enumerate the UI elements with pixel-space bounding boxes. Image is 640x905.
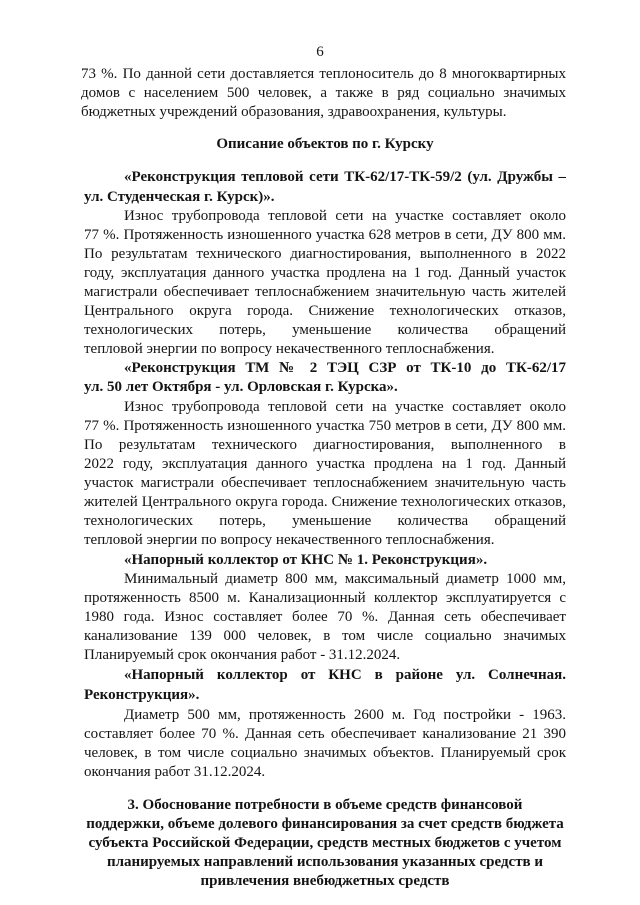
object2-body-line: участок магистрали обеспечивает теплоснабжением значительную часть <box>84 475 566 491</box>
object2-title-line: ул. 50 лет Октября - ул. Орловская г. Курска». <box>84 379 398 395</box>
object1-title-line: «Реконструкция тепловой сети ТК-62/17-ТК-59/2 (ул. Дружбы – <box>124 169 566 185</box>
object4-body-line: Диаметр 500 мм, протяженность 2600 м. Год постройки - 1963. <box>124 707 566 723</box>
section3-heading-line: 3. Обоснование потребности в объеме средств финансовой <box>127 797 523 813</box>
object1-body-line: тепловой энергии по вопросу некачественного теплоснабжения. <box>84 341 495 357</box>
object1-title-line: ул. Студенческая г. Курск)». <box>84 189 275 205</box>
section3-heading-line: привлечения внебюджетных средств <box>200 873 450 889</box>
object3-body-line: протяженность 8500 м. Канализационный коллектор эксплуатируется с <box>84 590 566 606</box>
object1-body-line: технологических потерь, уменьшение количества обращений <box>84 322 566 338</box>
object2-body-line: 77 %. Протяженность изношенного участка 750 метров в сети, ДУ 800 мм. <box>84 418 566 434</box>
object2-body-line: тепловой энергии по вопросу некачественного теплоснабжения. <box>84 532 495 548</box>
object4-title-line: «Напорный коллектор от КНС в районе ул. Солнечная. <box>124 667 566 683</box>
object1-body-line: магистрали обеспечивает теплоснабжением значительную часть жителей <box>84 284 566 300</box>
object4-title-line: Реконструкция». <box>84 687 200 703</box>
object1-body-line: 77 %. Протяженность изношенного участка 628 метров в сети, ДУ 800 мм. <box>84 227 566 243</box>
page-number: 6 <box>316 44 324 60</box>
intro-line: домов с населением 500 человек, а также в ряд социально значимых <box>81 85 566 101</box>
section3-heading-line: поддержки, объеме долевого финансирования за счет средств бюджета <box>86 816 564 832</box>
object2-body-line: жителей Центрального округа города. Снижение технологических отказов, <box>84 494 566 510</box>
object2-body-line: Износ трубопровода тепловой сети на участке составляет около <box>124 399 566 415</box>
object2-body-line: По результатам технического диагностирования, выполненного в <box>84 437 566 453</box>
object1-body-line: году, эксплуатация данного участка продлена на 1 год. Данный участок <box>84 265 566 281</box>
object1-body-line: Износ трубопровода тепловой сети на участке составляет около <box>124 208 566 224</box>
object1-body-line: Центрального округа города. Снижение технологических отказов, <box>84 303 566 319</box>
object4-body-line: составляет более 70 %. Данная сеть обеспечивает канализование 21 390 <box>84 726 566 742</box>
object4-body-line: человек, в том числе социально значимых объектов. Планируемый срок <box>84 745 566 761</box>
object3-body-line: Планируемый срок окончания работ - 31.12.2024. <box>84 647 401 663</box>
object3-title-line: «Напорный коллектор от КНС № 1. Реконструкция». <box>124 552 488 568</box>
object1-body-line: По результатам технического диагностирования, выполненного в 2022 <box>84 246 566 262</box>
object3-body-line: канализование 139 000 человек, в том числе социально значимых <box>84 628 566 644</box>
object3-body-line: 1980 года. Износ составляет более 70 %. Данная сеть обеспечивает <box>84 609 566 625</box>
section3-heading-line: планируемых направлений использования указанных средств и <box>106 854 544 870</box>
object2-body-line: 2022 году, эксплуатация данного участка продлена на 1 год. Данный <box>84 456 566 472</box>
section-title: Описание объектов по г. Курску <box>216 136 434 152</box>
section3-heading-line: субъекта Российской Федерации, средств местных бюджетов с учетом <box>88 835 562 851</box>
intro-line: 73 %. По данной сети доставляется теплоноситель до 8 многоквартирных <box>81 66 566 82</box>
intro-line: бюджетных учреждений образования, здравоохранения, культуры. <box>81 104 507 120</box>
object2-body-line: технологических потерь, уменьшение количества обращений <box>84 513 566 529</box>
object2-title-line: «Реконструкция ТМ № 2 ТЭЦ СЗР от ТК-10 до ТК-62/17 <box>124 360 566 376</box>
object4-body-line: окончания работ 31.12.2024. <box>84 764 266 780</box>
object3-body-line: Минимальный диаметр 800 мм, максимальный диаметр 1000 мм, <box>124 571 566 587</box>
